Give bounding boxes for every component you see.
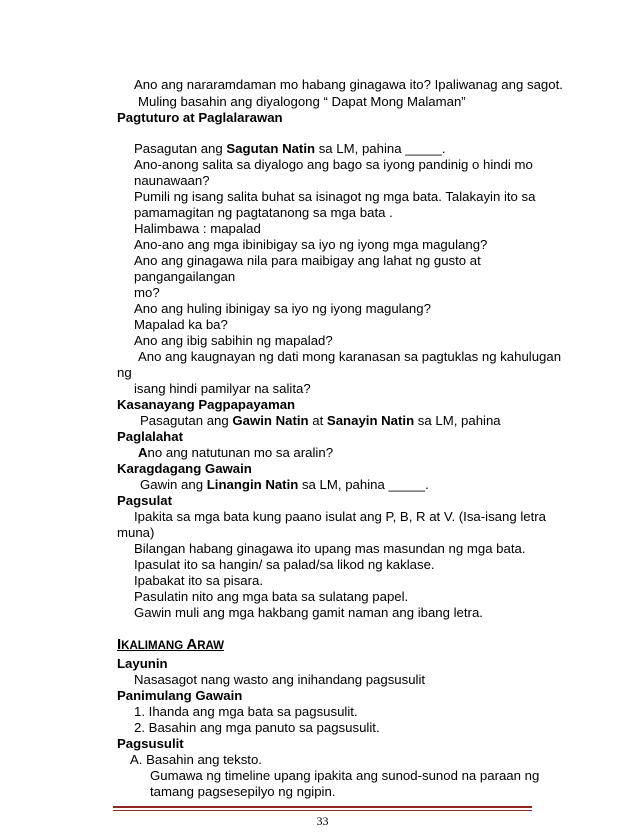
text-line: tamang pagsesepilyo ng ngipin. [150, 784, 336, 799]
text-line: Ano-ano ang mga ibinibigay sa iyo ng iyong mga magulang? [134, 237, 488, 252]
text-line: Ano-anong salita sa diyalogo ang bago sa iyong pandinig o hindi mo [134, 157, 533, 172]
text-line [140, 477, 429, 493]
footer-rule [113, 806, 532, 808]
page-number: 33 [316, 814, 329, 828]
heading-smallcaps: KALIMANG [121, 640, 187, 652]
text-run-bold: A [138, 445, 148, 460]
text-run: Gawin ang [140, 477, 207, 492]
section-heading: Pagsulat [117, 493, 172, 508]
text-line: Ipasulat ito sa hangin/ sa palad/sa likod ng kaklase. [134, 557, 435, 572]
text-run: no ang natutunan mo sa aralin? [147, 445, 334, 460]
section-heading: Kasanayang Pagpapayaman [117, 397, 296, 412]
text-line: Muling basahin ang diyalogong “ Dapat Mong Malaman” [138, 94, 466, 109]
text-line: mo? [134, 285, 160, 300]
section-heading: Karagdagang Gawain [117, 461, 252, 476]
text-line: Ano ang nararamdaman mo habang ginagawa ito? Ipaliwanag ang sagot. [134, 77, 563, 92]
text-line: Ano ang ginagawa nila para maibigay ang lahat ng gusto at [134, 253, 481, 268]
text-line [138, 445, 333, 461]
text-run-bold: Linangin Natin [206, 477, 299, 492]
section-heading: Paglalahat [117, 429, 183, 444]
text-run: sa LM, pahina _____. [298, 477, 429, 492]
text-line: Ipakita sa mga bata kung paano isulat ang P, B, R at V. (Isa-isang letra [134, 509, 546, 524]
text-line: Gumawa ng timeline upang ipakita ang sunod-sunod na paraan ng [150, 768, 540, 783]
heading-smallcaps: RAW [197, 640, 225, 652]
section-heading: Panimulang Gawain [117, 688, 243, 703]
text-line [140, 413, 501, 429]
list-item: 2. Basahin ang mga panuto sa pagsusulit. [134, 720, 380, 735]
text-line: ng [117, 365, 132, 380]
text-run-bold: Sagutan Natin [226, 141, 316, 156]
text-line: Ano ang ibig sabihin ng mapalad? [134, 333, 333, 348]
text-run: sa LM, pahina _____. [315, 141, 446, 156]
section-heading: Pagtuturo at Paglalarawan [117, 110, 283, 125]
text-line: pangangailangan [134, 269, 236, 284]
text-run-bold: Gawin Natin [232, 413, 309, 428]
text-line: Pumili ng isang salita buhat sa isinagot ng mga bata. Talakayin ito sa [134, 189, 536, 204]
text-run: Pasagutan ang [140, 413, 233, 428]
heading-initial: I [117, 636, 122, 653]
section-heading: Pagsusulit [117, 736, 184, 751]
text-line: naunawaan? [134, 173, 210, 188]
text-line: Mapalad ka ba? [134, 317, 228, 332]
list-item: 1. Ihanda ang mga bata sa pagsusulit. [134, 704, 358, 719]
text-run-bold: Sanayin Natin [326, 413, 415, 428]
text-line: Pasulatin nito ang mga bata sa sulatang papel. [134, 589, 409, 604]
list-item: A. Basahin ang teksto. [130, 752, 262, 767]
text-run: Pasagutan ang [134, 141, 227, 156]
text-line: Ano ang huling ibinigay sa iyo ng iyong magulang? [134, 301, 431, 316]
text-run: at [308, 413, 327, 428]
text-line: isang hindi pamilyar na salita? [134, 381, 311, 396]
text-line: pamamagitan ng pagtatanong sa mga bata . [134, 205, 393, 220]
text-run: sa LM, pahina [414, 413, 501, 428]
footer-rule-thin [113, 810, 532, 811]
text-line: Halimbawa : mapalad [134, 221, 261, 236]
text-line: Ipabakat ito sa pisara. [134, 573, 264, 588]
text-line: Bilangan habang ginagawa ito upang mas masundan ng mga bata. [134, 541, 526, 556]
text-line [134, 141, 446, 157]
day-heading [117, 636, 224, 653]
text-line: muna) [117, 525, 155, 540]
heading-initial: A [186, 636, 198, 653]
text-line: Ano ang kaugnayan ng dati mong karanasan sa pagtuklas ng kahulugan [138, 349, 562, 364]
text-line: Nasasagot nang wasto ang inihandang pagsusulit [134, 672, 426, 687]
section-heading: Layunin [117, 656, 168, 671]
text-line: Gawin muli ang mga hakbang gamit naman ang ibang letra. [134, 605, 483, 620]
